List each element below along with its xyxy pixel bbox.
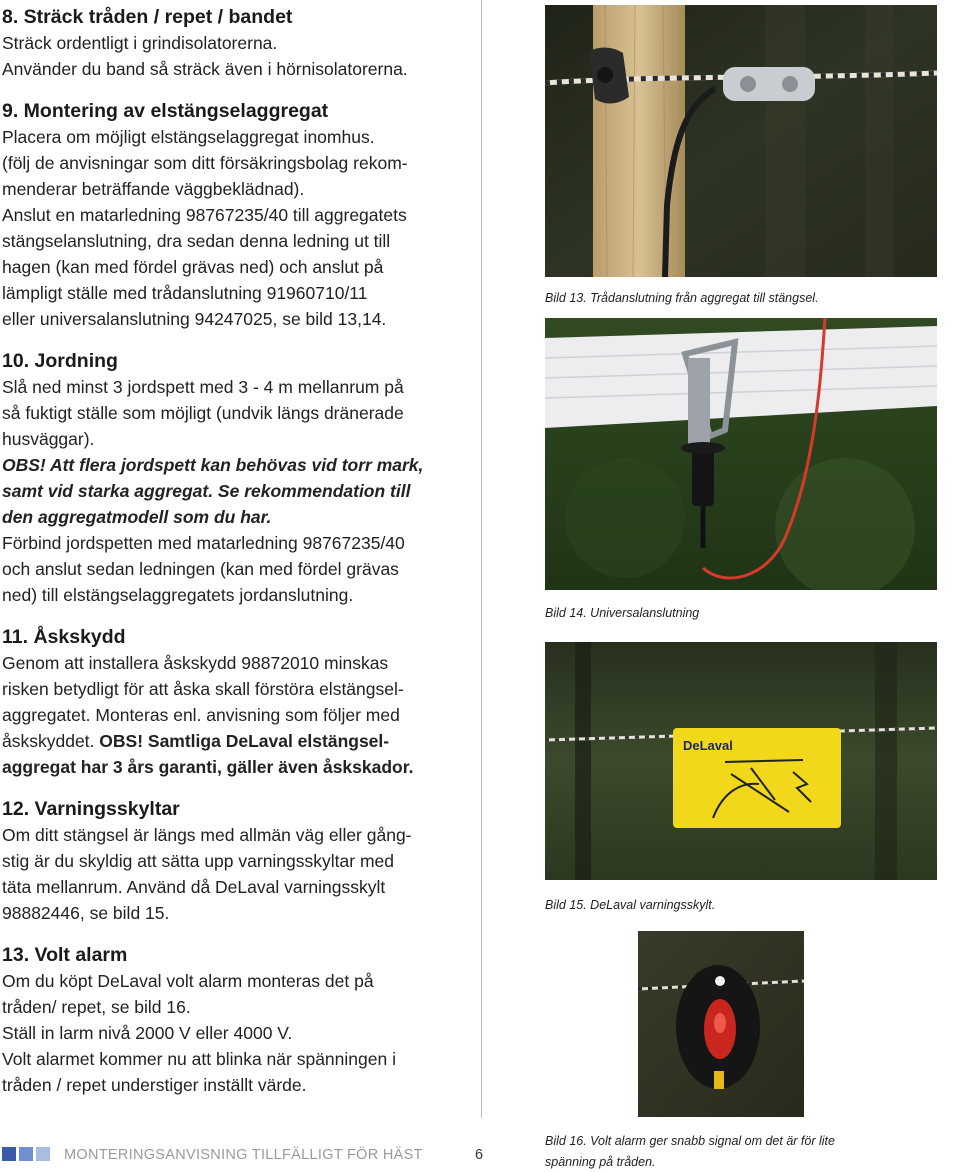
caption-bild-13: Bild 13. Trådanslutning från aggregat till stängsel. bbox=[545, 291, 819, 305]
section-11-line-5 bbox=[2, 754, 472, 780]
section-10 bbox=[2, 348, 472, 608]
section-11 bbox=[2, 624, 472, 780]
section-10-warning-1 bbox=[2, 452, 472, 478]
section-12-line-3: täta mellanrum. Använd då DeLaval varningsskylt bbox=[2, 877, 386, 897]
section-12 bbox=[2, 796, 472, 926]
section-11-bold: OBS! Samtliga DeLaval elstängsel- bbox=[99, 731, 390, 751]
photo-bild-14 bbox=[545, 318, 937, 590]
section-10-line-6: ned) till elstängselaggregatets jordanslutning. bbox=[2, 585, 354, 605]
section-9-line-6: hagen (kan med fördel grävas ned) och anslut på bbox=[2, 257, 384, 277]
section-9-heading: 9. Montering av elstängselaggregat bbox=[2, 100, 329, 122]
warning-obs: OBS! bbox=[2, 455, 46, 475]
left-column bbox=[2, 4, 472, 1098]
section-11-line-3: aggregatet. Monteras enl. anvisning som följer med bbox=[2, 705, 400, 725]
section-12-line-1: Om ditt stängsel är längs med allmän väg eller gång- bbox=[2, 825, 412, 845]
page-number: 6 bbox=[475, 1147, 484, 1163]
sign-brand-text: DeLaval bbox=[683, 738, 733, 753]
section-11-heading: 11. Åskskydd bbox=[2, 626, 126, 648]
caption-bild-16-line-1: Bild 16. Volt alarm ger snabb signal om det är för lite bbox=[545, 1134, 835, 1148]
section-9-line-7: lämpligt ställe med trådanslutning 91960710/11 bbox=[2, 283, 368, 303]
footer-square-mid bbox=[19, 1147, 33, 1161]
section-9-line-1: Placera om möjligt elstängselaggregat inomhus. bbox=[2, 127, 375, 147]
photo-bild-16 bbox=[638, 931, 804, 1117]
section-8-heading: 8. Sträck tråden / repet / bandet bbox=[2, 6, 293, 28]
section-9-line-5: stängselanslutning, dra sedan denna ledning ut till bbox=[2, 231, 391, 251]
section-8-line-1: Sträck ordentligt i grindisolatorerna. bbox=[2, 33, 278, 53]
section-9-line-4: Anslut en matarledning 98767235/40 till aggregatets bbox=[2, 205, 407, 225]
section-13-line-1: Om du köpt DeLaval volt alarm monteras det på bbox=[2, 971, 374, 991]
section-13-heading: 13. Volt alarm bbox=[2, 944, 128, 966]
section-11-line-4 bbox=[2, 728, 472, 754]
section-8 bbox=[2, 4, 472, 82]
section-10-warning-3 bbox=[2, 504, 472, 530]
section-11-plain: åskskyddet. bbox=[2, 731, 100, 751]
section-10-heading: 10. Jordning bbox=[2, 350, 118, 372]
section-11-bold-last: aggregat har 3 års garanti, gäller även åskskador. bbox=[2, 757, 414, 777]
caption-bild-15: Bild 15. DeLaval varningsskylt. bbox=[545, 898, 716, 912]
section-13-line-2: tråden/ repet, se bild 16. bbox=[2, 997, 191, 1017]
footer-title: MONTERINGSANVISNING TILLFÄLLIGT FÖR HÄST bbox=[64, 1147, 423, 1163]
section-10-warning-2 bbox=[2, 478, 472, 504]
warning-text-1: Att flera jordspett kan behövas vid torr mark, bbox=[45, 455, 424, 475]
section-9 bbox=[2, 98, 472, 332]
caption-bild-16-line-2: spänning på tråden. bbox=[545, 1155, 656, 1169]
section-10-line-4: Förbind jordspetten med matarledning 98767235/40 bbox=[2, 533, 405, 553]
section-9-line-3: menderar beträffande väggbeklädnad). bbox=[2, 179, 305, 199]
section-10-line-3: husväggar). bbox=[2, 429, 95, 449]
caption-bild-14: Bild 14. Universalanslutning bbox=[545, 606, 700, 620]
section-12-line-4: 98882446, se bild 15. bbox=[2, 903, 170, 923]
photo-bild-13 bbox=[545, 5, 937, 277]
section-13-line-4: Volt alarmet kommer nu att blinka när spänningen i bbox=[2, 1049, 396, 1069]
section-13 bbox=[2, 942, 472, 1098]
photo-bild-15 bbox=[545, 642, 937, 880]
section-9-line-2: (följ de anvisningar som ditt försäkringsbolag rekom- bbox=[2, 153, 408, 173]
warning-text-3: den aggregatmodell som du har. bbox=[2, 507, 272, 527]
section-9-line-8: eller universalanslutning 94247025, se bild 13,14. bbox=[2, 309, 387, 329]
section-10-line-5: och anslut sedan ledningen (kan med fördel grävas bbox=[2, 559, 399, 579]
section-13-line-3: Ställ in larm nivå 2000 V eller 4000 V. bbox=[2, 1023, 293, 1043]
section-8-line-2: Använder du band så sträck även i hörnisolatorerna. bbox=[2, 59, 408, 79]
footer-square-light bbox=[36, 1147, 50, 1161]
footer-square-dark bbox=[2, 1147, 16, 1161]
section-13-line-5: tråden / repet understiger inställt värde. bbox=[2, 1075, 307, 1095]
section-11-line-1: Genom att installera åskskydd 98872010 minskas bbox=[2, 653, 389, 673]
section-10-line-1: Slå ned minst 3 jordspett med 3 - 4 m mellanrum på bbox=[2, 377, 404, 397]
section-11-line-2: risken betydligt för att åska skall förstöra elstängsel- bbox=[2, 679, 404, 699]
section-12-line-2: stig är du skyldig att sätta upp varningsskyltar med bbox=[2, 851, 394, 871]
warning-text-2: samt vid starka aggregat. Se rekommendation till bbox=[2, 481, 411, 501]
section-10-line-2: så fuktigt ställe som möjligt (undvik längs dränerade bbox=[2, 403, 404, 423]
section-12-heading: 12. Varningsskyltar bbox=[2, 798, 180, 820]
column-divider bbox=[481, 0, 482, 1118]
